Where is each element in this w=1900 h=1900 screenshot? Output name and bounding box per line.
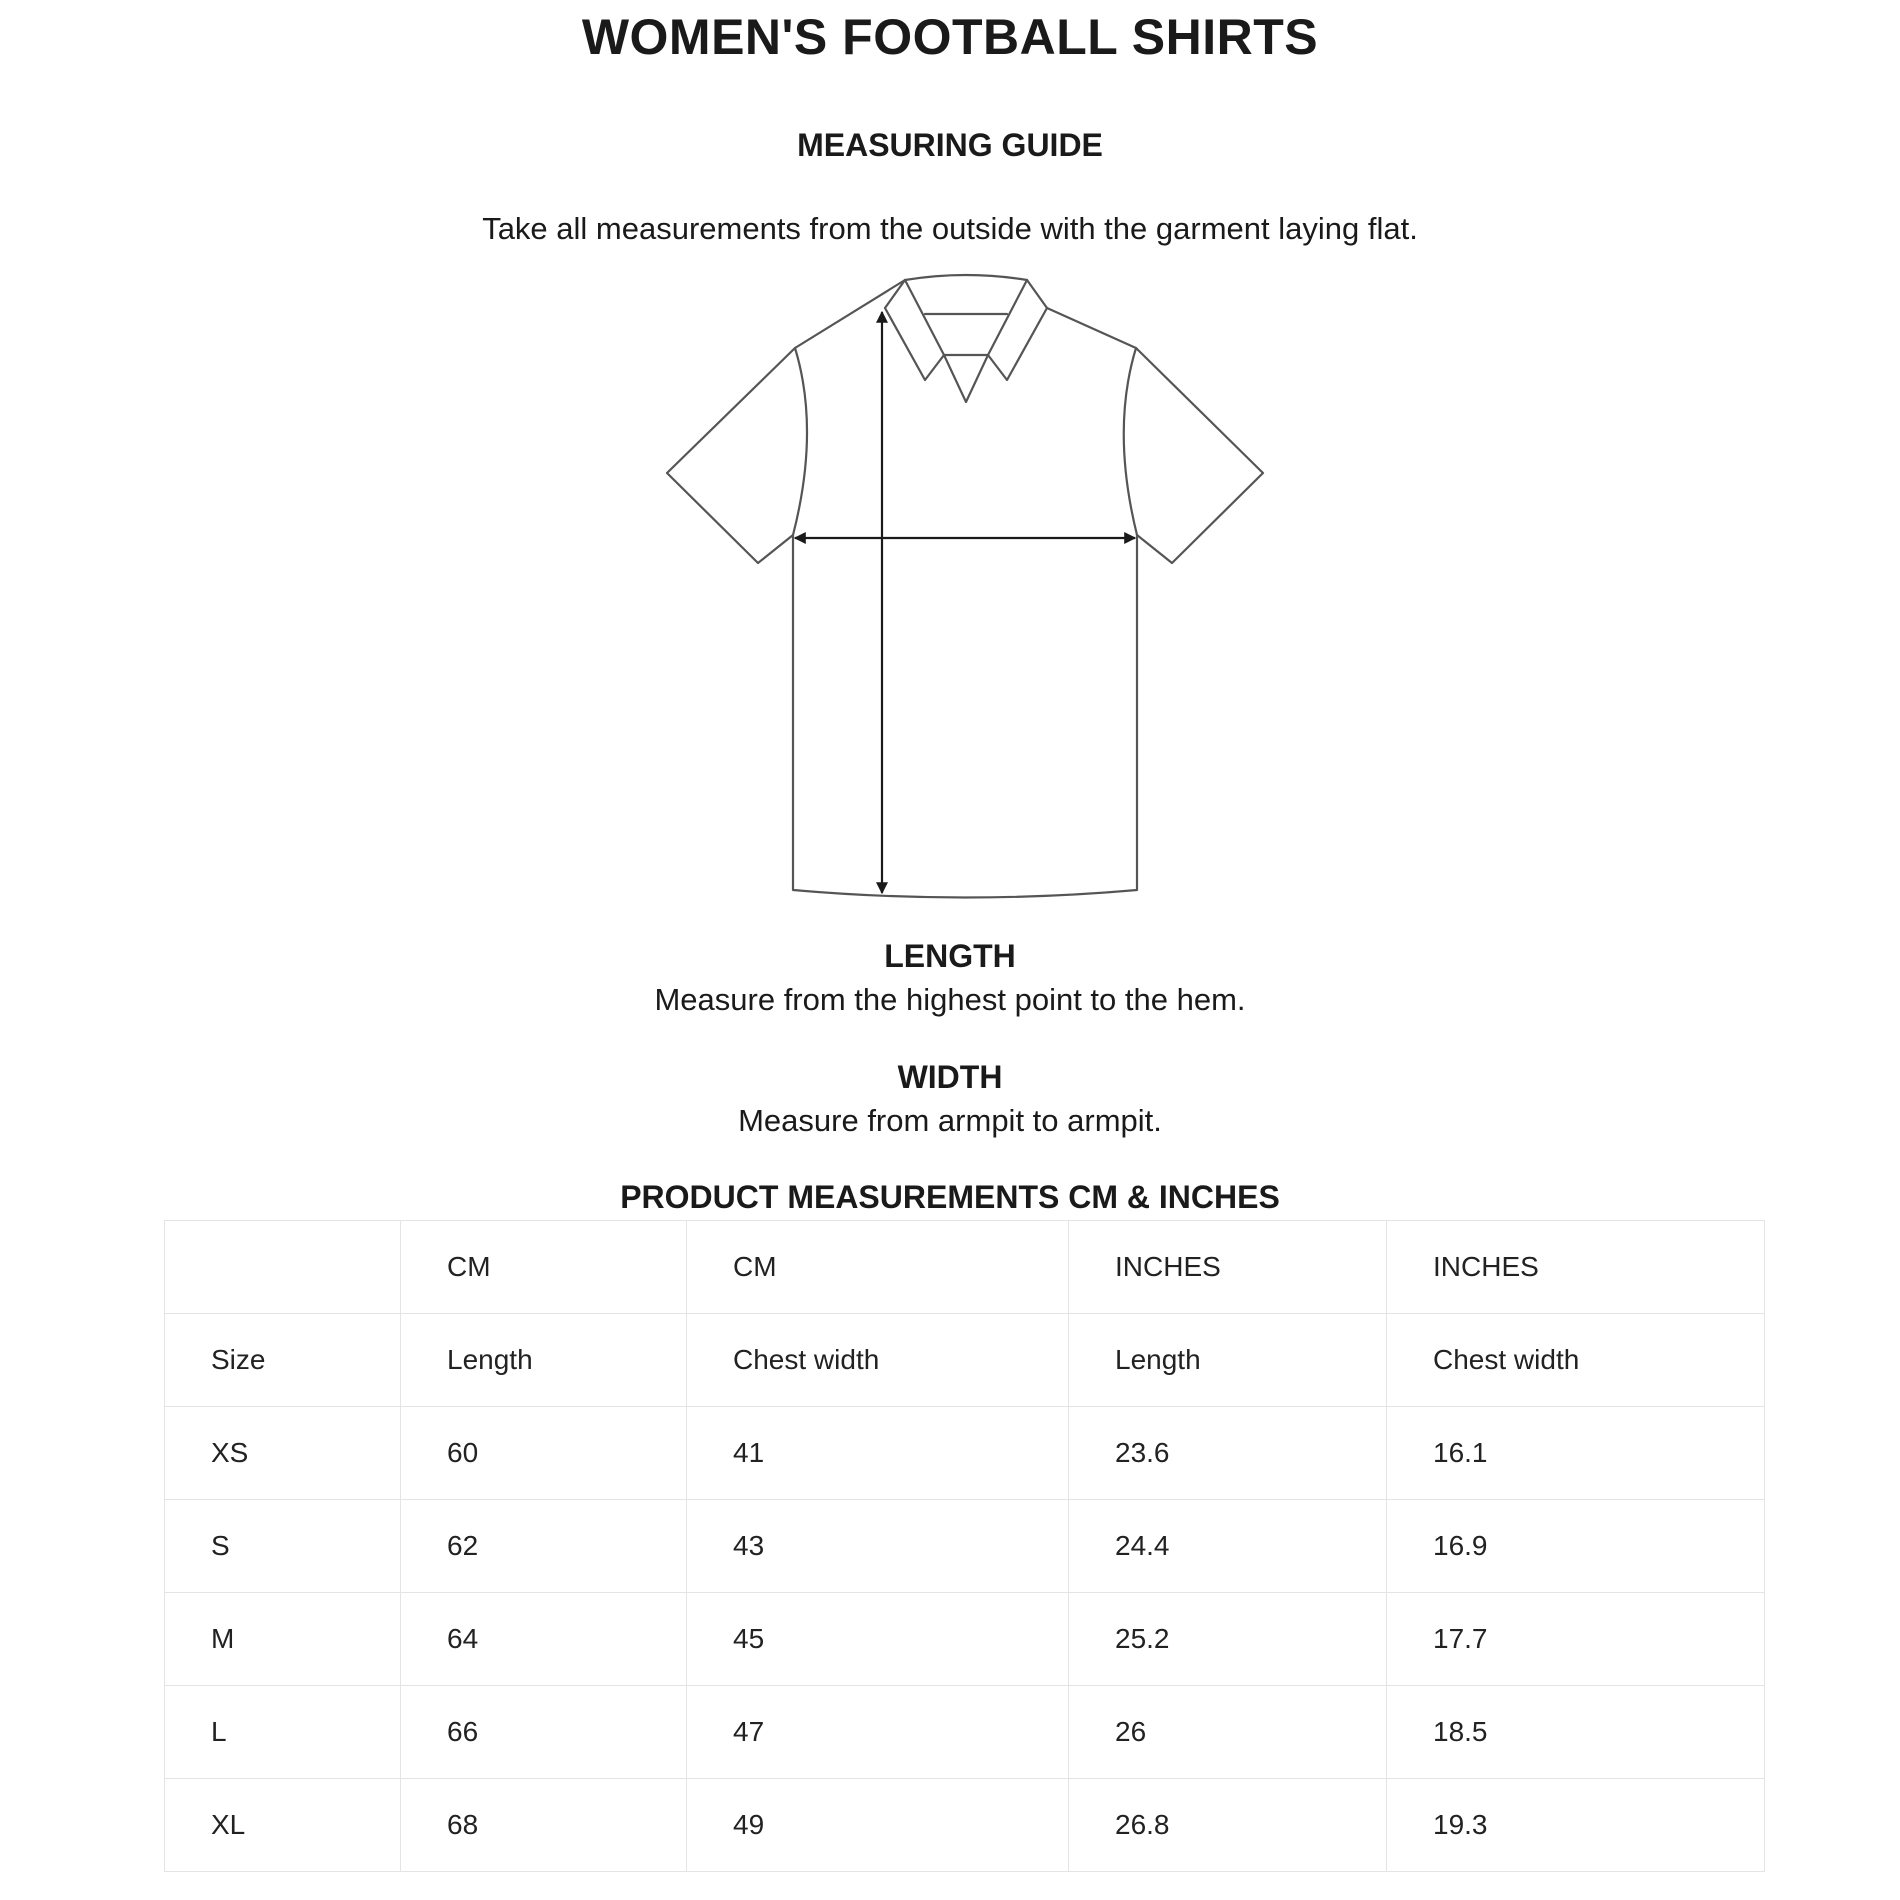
table-cell: 24.4 (1069, 1500, 1387, 1593)
table-cell: 26.8 (1069, 1779, 1387, 1872)
table-cell: 64 (401, 1593, 687, 1686)
table-cell: 60 (401, 1407, 687, 1500)
size-table (164, 1220, 1765, 1872)
table-cell: CM (687, 1221, 1069, 1314)
width-description: Measure from armpit to armpit. (738, 1103, 1162, 1138)
length-description: Measure from the highest point to the hem. (654, 982, 1246, 1017)
table-cell: 62 (401, 1500, 687, 1593)
table-cell: 18.5 (1387, 1686, 1765, 1779)
table-cell: Length (1069, 1314, 1387, 1407)
table-cell: S (165, 1500, 401, 1593)
measuring-instruction: Take all measurements from the outside with the garment laying flat. (482, 211, 1418, 246)
table-cell: Size (165, 1314, 401, 1407)
table-cell: 43 (687, 1500, 1069, 1593)
table-row (165, 1593, 1765, 1686)
table-cell: INCHES (1069, 1221, 1387, 1314)
table-cell: 49 (687, 1779, 1069, 1872)
shirt-outline (667, 275, 1263, 898)
width-heading: WIDTH (897, 1059, 1003, 1095)
table-cell: 41 (687, 1407, 1069, 1500)
table-cell: 68 (401, 1779, 687, 1872)
unit-row (165, 1221, 1765, 1314)
table-cell: 16.9 (1387, 1500, 1765, 1593)
table-cell: INCHES (1387, 1221, 1765, 1314)
table-cell: XS (165, 1407, 401, 1500)
table-row (165, 1500, 1765, 1593)
table-row (165, 1779, 1765, 1872)
table-cell: Chest width (687, 1314, 1069, 1407)
table-cell: Length (401, 1314, 687, 1407)
table-cell: 25.2 (1069, 1593, 1387, 1686)
shirt-diagram-icon (0, 0, 1900, 920)
table-row (165, 1686, 1765, 1779)
table-cell: Chest width (1387, 1314, 1765, 1407)
table-cell: 17.7 (1387, 1593, 1765, 1686)
table-cell: 16.1 (1387, 1407, 1765, 1500)
measurements-table-heading: PRODUCT MEASUREMENTS CM & INCHES (620, 1179, 1280, 1215)
table-cell (165, 1221, 401, 1314)
table-cell: CM (401, 1221, 687, 1314)
header-row (165, 1314, 1765, 1407)
table-cell: 66 (401, 1686, 687, 1779)
table-cell: 23.6 (1069, 1407, 1387, 1500)
table-cell: 19.3 (1387, 1779, 1765, 1872)
table-cell: 47 (687, 1686, 1069, 1779)
table-cell: 26 (1069, 1686, 1387, 1779)
table-cell: M (165, 1593, 401, 1686)
table-cell: XL (165, 1779, 401, 1872)
measuring-guide-heading: MEASURING GUIDE (797, 127, 1103, 163)
table-row (165, 1407, 1765, 1500)
table-cell: L (165, 1686, 401, 1779)
length-heading: LENGTH (884, 938, 1016, 974)
page-title: WOMEN'S FOOTBALL SHIRTS (581, 9, 1319, 65)
table-cell: 45 (687, 1593, 1069, 1686)
